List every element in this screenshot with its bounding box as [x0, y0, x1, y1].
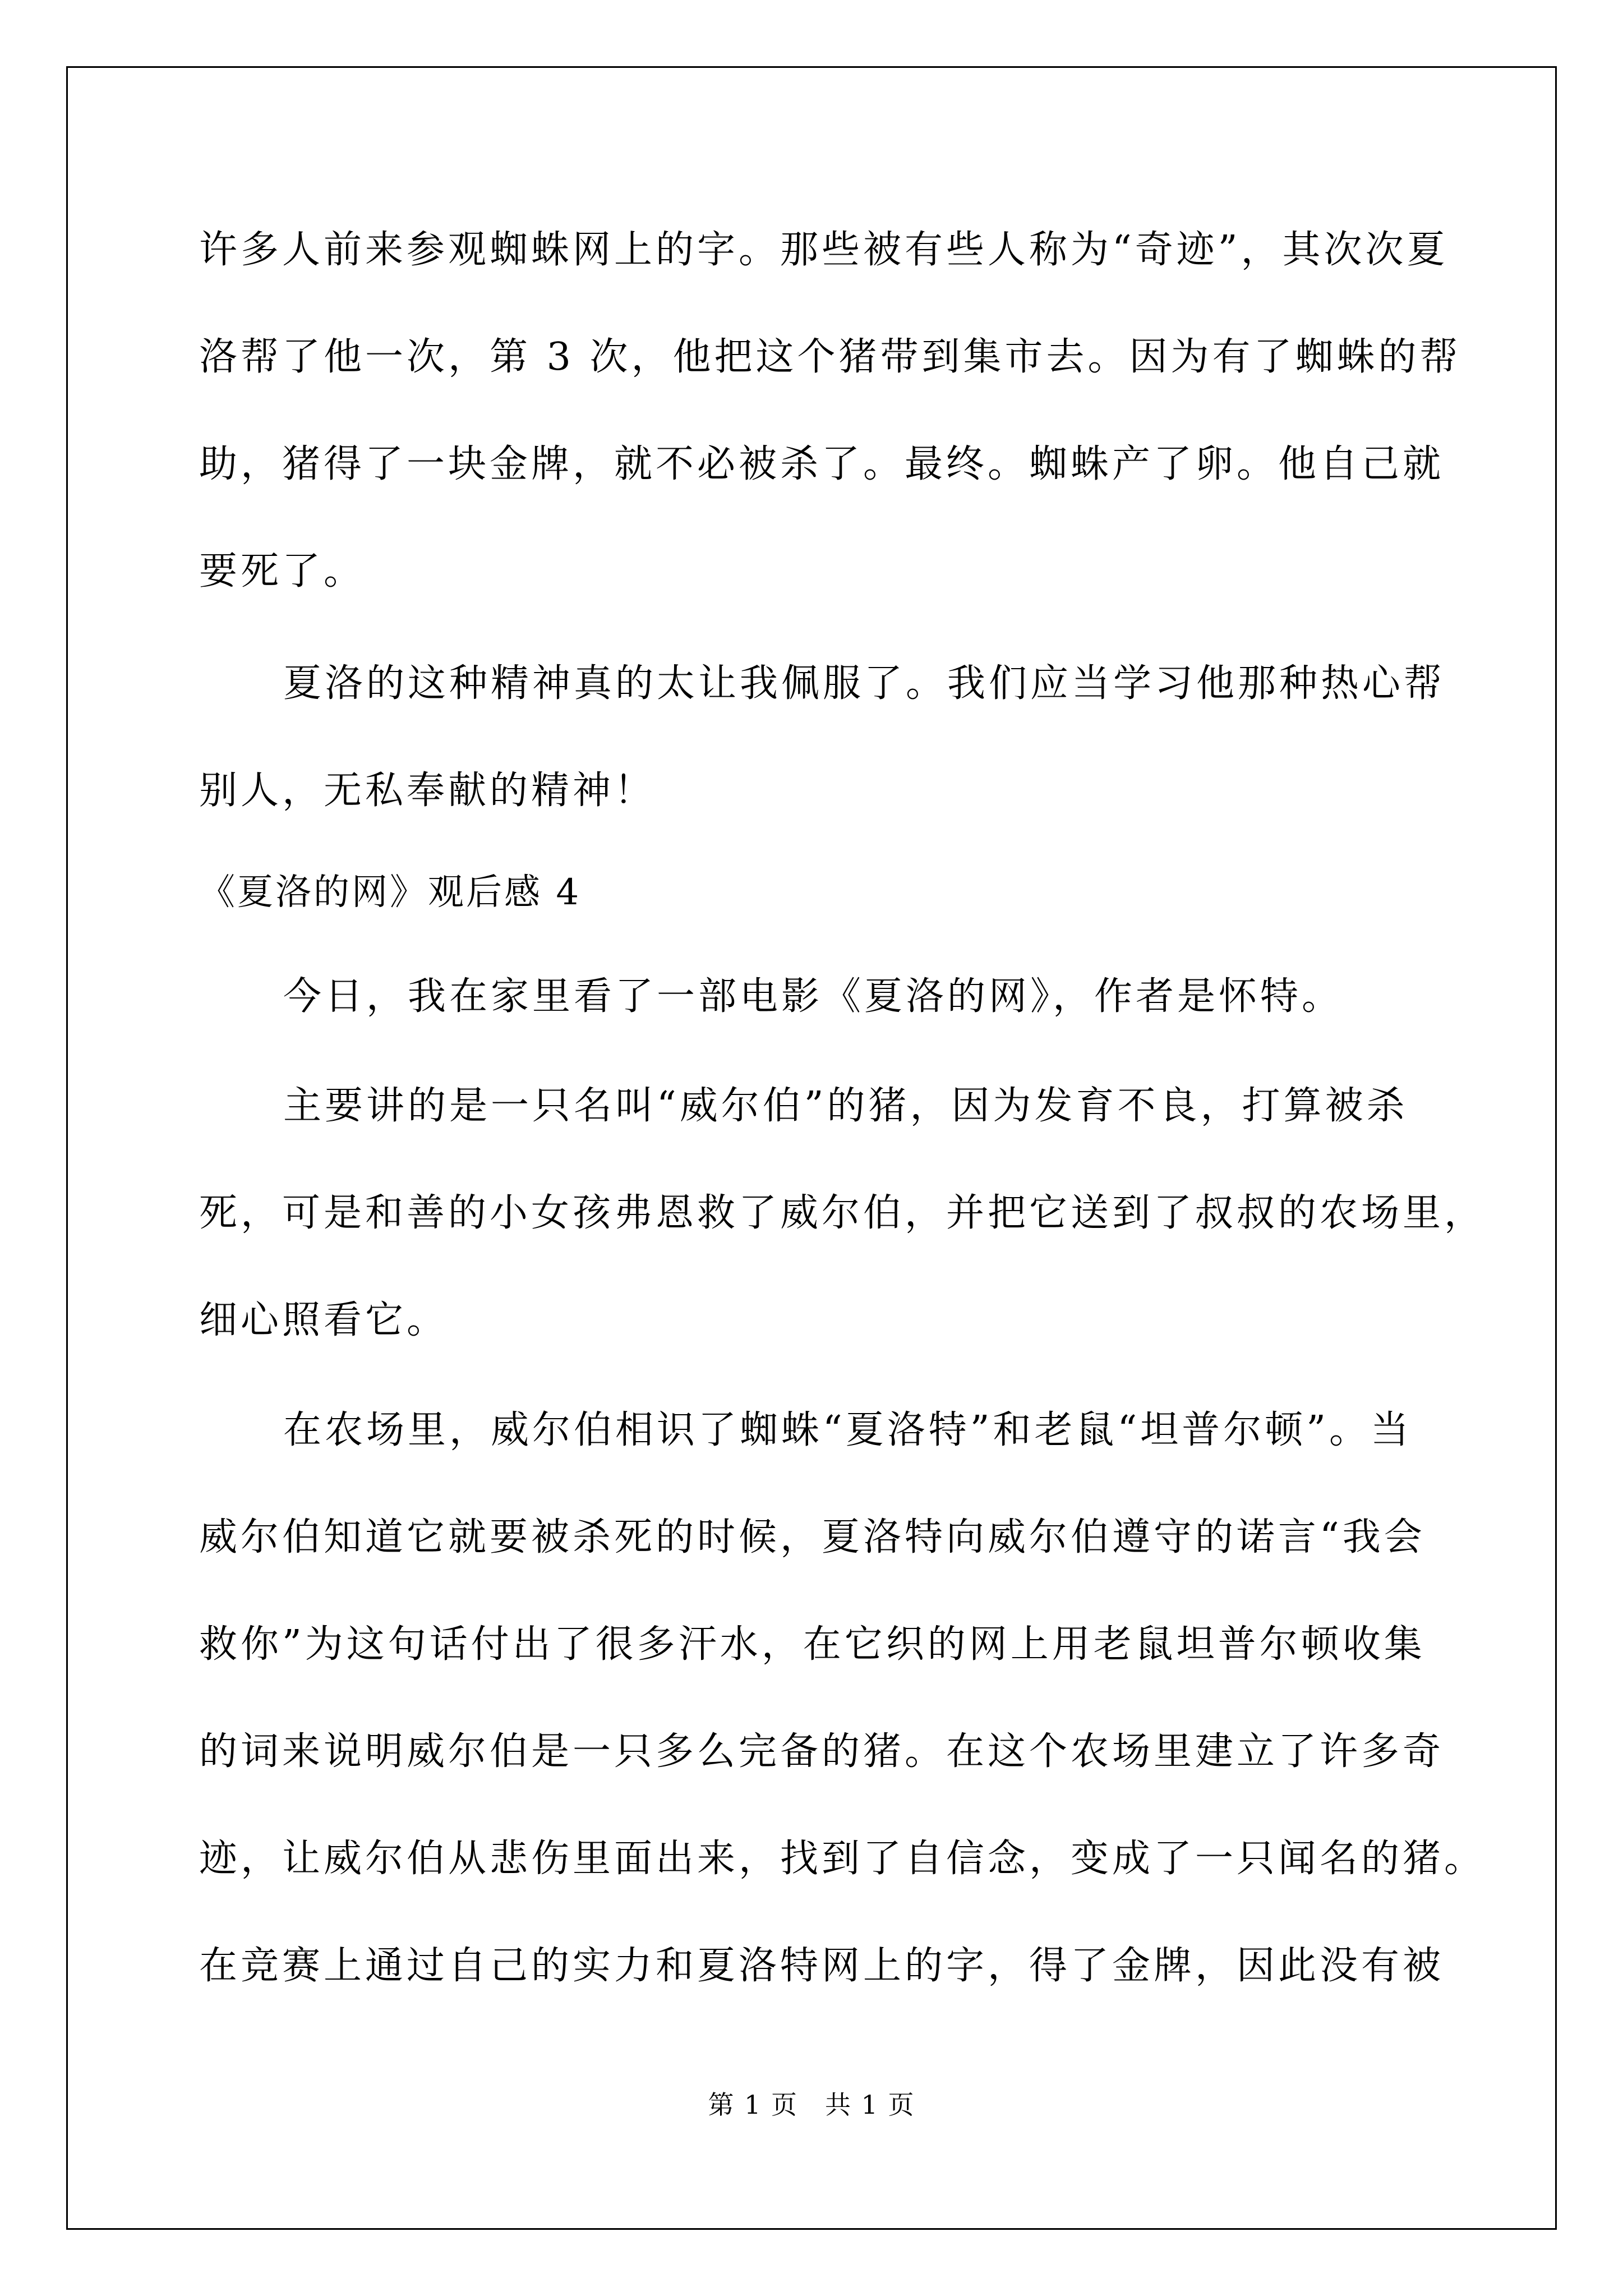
paragraph-start-line: 在农场里，威尔伯相识了蜘蛛“夏洛特”和老鼠“坦普尔顿”。当: [283, 1408, 1413, 1452]
body-line: 在竞赛上通过自己的实力和夏洛特网上的字，得了金牌，因此没有被: [199, 1944, 1445, 1988]
body-line: 助，猪得了一块金牌，就不必被杀了。最终。蜘蛛产了卵。他自己就: [199, 442, 1445, 486]
page-border: [66, 66, 1557, 2230]
body-line: 威尔伯知道它就要被杀死的时候，夏洛特向威尔伯遵守的诺言“我会: [199, 1515, 1426, 1559]
page-footer: [0, 2089, 1623, 2120]
body-line: 许多人前来参观蜘蛛网上的字。那些被有些人称为“奇迹”，其次次夏: [199, 228, 1449, 272]
body-line: 救你”为这句话付出了很多汗水，在它织的网上用老鼠坦普尔顿收集: [199, 1622, 1426, 1667]
page-total: 共 1 页: [825, 2090, 915, 2120]
body-line: 别人，无私奉献的精神！: [199, 769, 656, 813]
paragraph-start-line: 夏洛的这种精神真的太让我佩服了。我们应当学习他那种热心帮: [283, 661, 1446, 706]
body-line: 的词来说明威尔伯是一只多么完备的猪。在这个农场里建立了许多奇: [199, 1729, 1445, 1774]
body-line: 洛帮了他一次，第 3 次，他把这个猪带到集市去。因为有了蜘蛛的帮: [199, 335, 1461, 379]
body-line: 迹，让威尔伯从悲伤里面出来，找到了自信念，变成了一只闻名的猪。: [199, 1837, 1486, 1881]
paragraph-start-line: 主要讲的是一只名叫“威尔伯”的猪，因为发育不良，打算被杀: [283, 1084, 1408, 1128]
paragraph-start-line: 今日，我在家里看了一部电影《夏洛的网》，作者是怀特。: [283, 974, 1344, 1019]
section-heading: 《夏洛的网》观后感 4: [199, 872, 582, 913]
body-line: 细心照看它。: [199, 1298, 449, 1342]
body-line: 死，可是和善的小女孩弗恩救了威尔伯，并把它送到了叔叔的农场里，: [199, 1191, 1486, 1235]
page-number: 第 1 页: [708, 2090, 798, 2120]
body-line: 要死了。: [199, 549, 366, 593]
